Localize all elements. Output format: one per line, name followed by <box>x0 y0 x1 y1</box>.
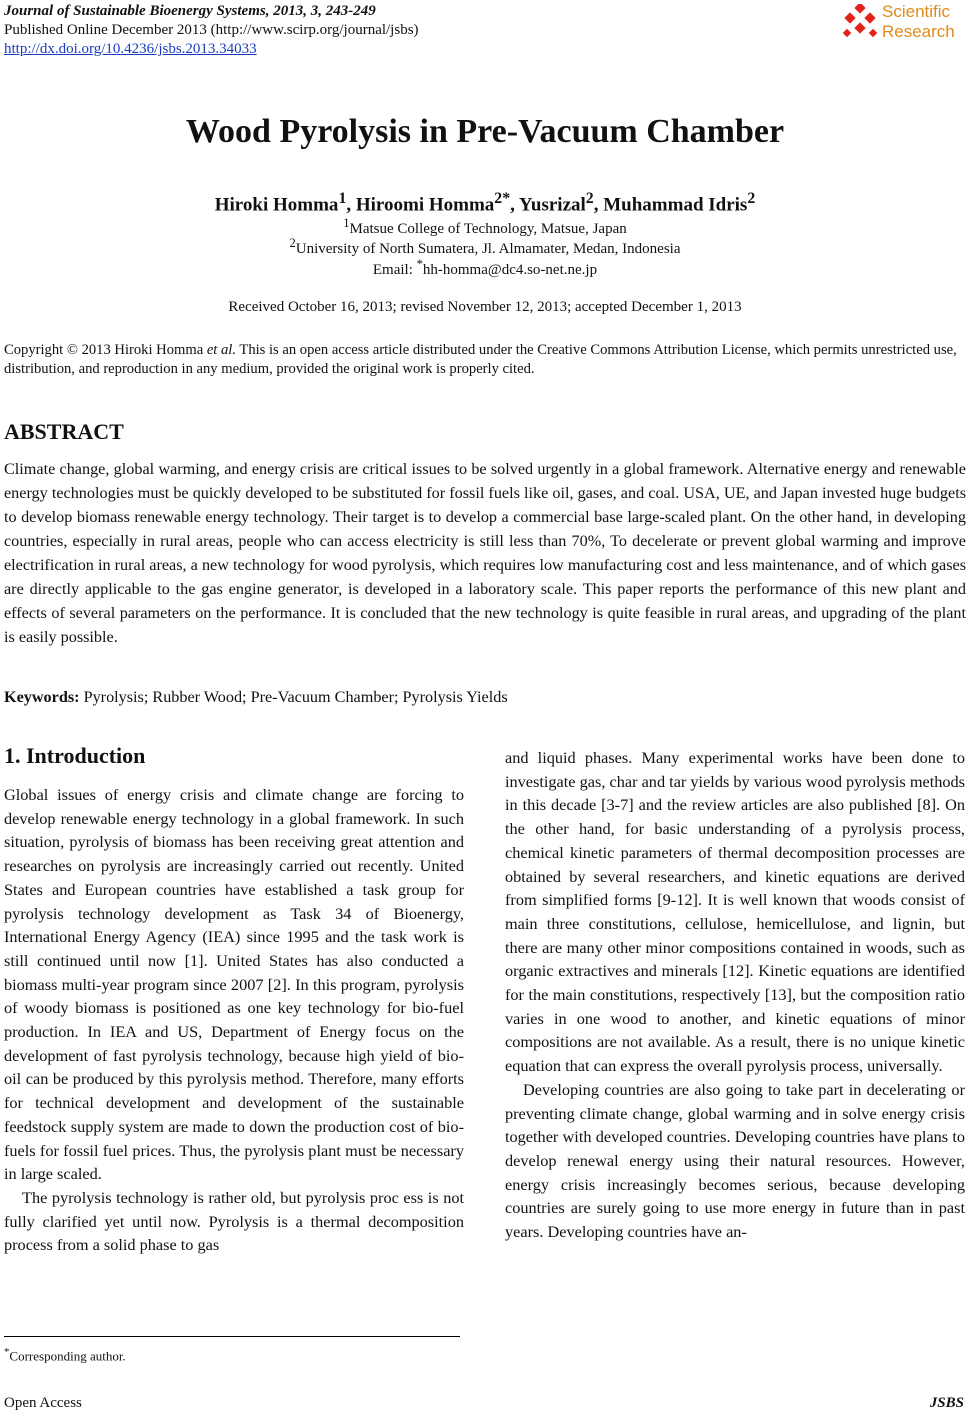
author-1: Hiroki Homma <box>214 194 339 216</box>
copyright-part2: This is an open access article distributed under the Creative Commons Attribution License, which permits unrestricted use, distribution, and reproduction in any medium, provided the original work is properly cited. <box>4 342 957 377</box>
keywords-text: Pyrolysis; Rubber Wood; Pre-Vacuum Chamber; Pyrolysis Yields <box>79 688 508 706</box>
affiliation-2 <box>0 236 970 258</box>
author-1-sup: 1 <box>338 190 347 207</box>
copyright-notice <box>4 341 966 379</box>
intro-heading: 1. Introduction <box>4 743 146 768</box>
left-column <box>4 783 464 1257</box>
author-3-sup: 2 <box>585 190 594 207</box>
footnote-sup: * <box>4 1346 10 1358</box>
abstract-heading: ABSTRACT <box>4 419 124 444</box>
received-dates: Received October 16, 2013; revised November 12, 2013; accepted December 1, 2013 <box>228 299 742 315</box>
logo-line1: Scientific <box>882 2 951 21</box>
journal-name: Journal of Sustainable Bioenergy Systems <box>4 3 266 19</box>
footnote-text: Corresponding author. <box>9 1348 126 1364</box>
published-line: Published Online December 2013 (http://www.scirp.org/journal/jsbs) <box>4 22 419 38</box>
author-4: , Muhammad Idris <box>593 194 748 216</box>
author-2-sup: 2* <box>494 190 511 207</box>
author-4-sup: 2 <box>747 190 756 207</box>
footnote-divider <box>4 1336 460 1337</box>
right-column <box>505 746 965 1244</box>
affiliation-1 <box>0 216 970 238</box>
logo-line2: Research <box>882 22 955 41</box>
aff2-sup: 2 <box>289 236 296 250</box>
logo-mark-icon <box>842 4 880 42</box>
email-address: hh-homma@dc4.so-net.ne.jp <box>422 262 598 278</box>
footnote <box>4 1346 126 1364</box>
aff1-sup: 1 <box>343 216 350 230</box>
keywords-label: Keywords: <box>4 688 80 706</box>
footer-journal-abbrev: JSBS <box>929 1395 964 1411</box>
intro-paragraph-4: Developing countries are also going to take part in decelerating or preventing climate change, global warming and in solve energy crisis together with developed countries. Developing countries have plans to develop renewal energy using their natural resources. However, energy crisis increasingly becomes serious, because developing countries are surely going to use more energy in future than in past years. Developing countries have an- <box>505 1079 965 1242</box>
abstract-text: Climate change, global warming, and energy crisis are critical issues to be solved urgently in a global framework. Alternative energy and renewable energy technologies must be quickly developed to be substituted for fossil fuels like oil, gases, and coal. USA, UE, and Japan invested huge budgets to develop biomass renewable energy technology. Their target is to develop a commercial base large-scaled plant. On the other hand, in developing countries, especially in rural areas, people who can access electricity is still less than 70%, To decelerate or prevent global warming and improve electrification in rural areas, a new technology for wood pyrolysis, which requires low manufacturing cost and less maintenance, and of which gases are directly applicable to the gas engine generator, is developed in a laboratory scale. This paper reports the performance of this new plant and effects of several parameters on the performance. It is concluded that the new technology is quite feasible in rural areas, and upgrading of the plant is easily possible. <box>4 460 966 646</box>
copyright-etal: et al. <box>206 342 237 358</box>
scientific-research-logo <box>842 2 964 44</box>
email-label: Email: <box>372 262 417 278</box>
aff1-text: Matsue College of Technology, Matsue, Japan <box>349 221 627 237</box>
author-list <box>0 190 970 216</box>
intro-paragraph-1: Global issues of energy crisis and climate change are forcing to develop renewable energy technology in a global framework. In such situation, pyrolysis of biomass has been receiving great attention and researches on pyrolysis are increasingly carried out recently. United States and European countries have established a task group for pyrolysis technology development as Task 34 of Bioenergy, International Energy Agency (IEA) since 1995 and the task work is still continued until now [1]. United States has also conducted a biomass multi-year program since 2007 [2]. In this program, pyrolysis of woody biomass is positioned as one key technology for bio-fuel production. In IEA and US, Department of Energy focus on the development of fast pyrolysis technology, because high yield of bio-oil can be produced by this pyrolysis method. Therefore, many efforts for technical development and development of the sustainable feedstock supply system are made to down the production cost of bio-fuels for fossil fuel prices. Thus, the pyrolysis plant must be necessary in large scaled. <box>4 785 464 1184</box>
email-sup: * <box>416 257 423 271</box>
doi-link[interactable]: http://dx.doi.org/10.4236/jsbs.2013.34033 <box>4 41 257 57</box>
email-line <box>0 257 970 279</box>
intro-paragraph-2: The pyrolysis technology is rather old, but pyrolysis proc ess is not fully clarified yet until now. Pyrolysis is a thermal decomposition process from a solid phase to gas <box>4 1187 464 1255</box>
keywords <box>4 688 508 707</box>
journal-header <box>4 2 419 59</box>
aff2-text: University of North Sumatera, Jl. Almamater, Medan, Indonesia <box>295 241 681 257</box>
journal-issue: , 2013, 3, 243-249 <box>265 3 376 19</box>
footer-open-access: Open Access <box>4 1395 82 1411</box>
author-2: , Hiroomi Homma <box>346 194 495 216</box>
copyright-part1: Copyright © 2013 Hiroki Homma <box>4 342 207 358</box>
paper-title: Wood Pyrolysis in Pre-Vacuum Chamber <box>185 113 785 150</box>
intro-paragraph-3: and liquid phases. Many experimental works have been done to investigate gas, char and tar yields by various wood pyrolysis methods in this decade [3-7] and the review articles are also published [8]. On the other hand, for basic understanding of a pyrolysis process, chemical kinetic parameters of thermal decomposition processes are obtained by several researchers, and kinetic equations are derived from simplified forms [9-12]. It is well known that woods consist of main three constitutions, cellulose, hemicellulose, and lignin, but there are many other minor compositions contained in woods, such as organic extractives and minerals [12]. Kinetic equations are identified for the main constitutions, respectively [13], but the composition ratio varies in one wood to another, and kinetic equations of minor compositions are not available. As a result, there is no unique kinetic equation that can express the overall pyrolysis process, universally. <box>505 748 965 1076</box>
author-3: , Yusrizal <box>510 194 586 216</box>
